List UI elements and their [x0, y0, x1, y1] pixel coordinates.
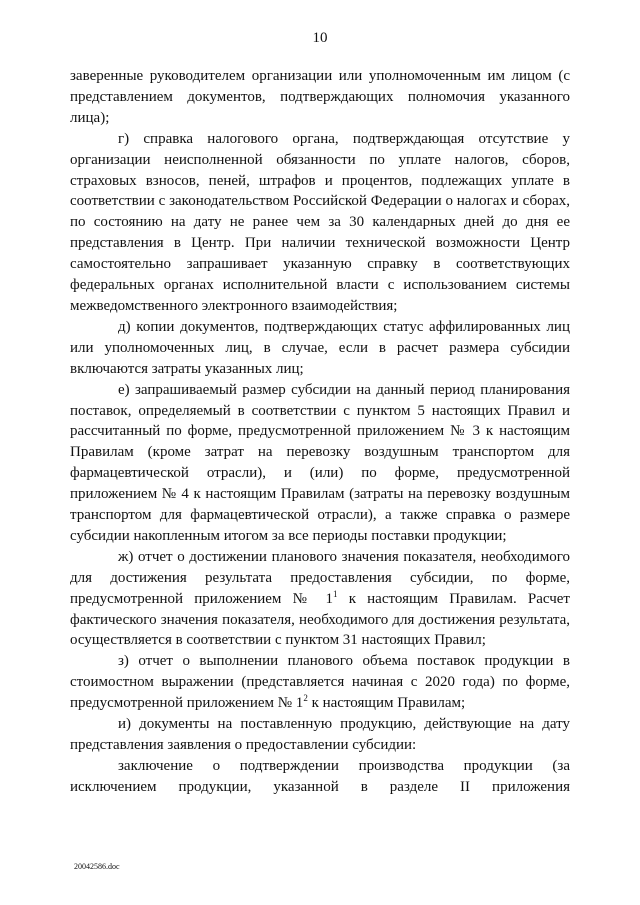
paragraph-e: е) запрашиваемый размер субсидии на данный период планирования поставок, определяемый в соответствии с пунктом 5 настоящих Правил и рассчитанный по форме, предусмотренной приложением № 3 к настоящим Правилам (кроме затрат на перевозку воздушным транспортом для фармацевтической отрасли), и (или) по форме, предусмотренной приложением № 4 к настоящим Правилам (затраты на перевозку воздушным транспортом для фармацевтической отрасли), а также справка о размере субсидии накопленным итогом за все периоды поставки продукции;: [70, 381, 570, 544]
paragraph-zh: [70, 547, 570, 652]
paragraph-zh-superscript: 1: [333, 588, 338, 599]
paragraph-z-superscript: 2: [303, 693, 308, 704]
page-number: 10: [312, 30, 328, 46]
paragraph-conclusion: заключение о подтверждении производства продукции (за исключением продукции, указанной в разделе II приложения: [70, 757, 570, 795]
paragraph-z-after: к настоящим Правилам;: [307, 695, 466, 712]
document-code: 20042586.doc: [74, 862, 120, 871]
paragraph-i: и) документы на поставленную продукцию, действующие на дату представления заявления о предоставлении субсидии:: [70, 716, 570, 753]
paragraph-z: [70, 651, 570, 714]
paragraph-continuation: заверенные руководителем организации или уполномоченным им лицом (с представлением документов, подтверждающих полномочия указанного лица);: [70, 68, 570, 126]
paragraph-g: г) справка налогового органа, подтверждающая отсутствие у организации неисполненной обязанности по уплате налогов, сборов, страховых взносов, пеней, штрафов и процентов, подлежащих уплате в соответствии с законодательством Российской Федерации о налогах и сборах, по состоянию на дату не ранее чем за 30 календарных дней до дня ее представления в Центр. При наличии технической возможности Центр самостоятельно запрашивает указанную справку в соответствующих федеральных органах исполнительной власти с использованием системы межведомственного электронного взаимодействия;: [70, 130, 570, 314]
paragraph-d: д) копии документов, подтверждающих статус аффилированных лиц или уполномоченных лиц, в случае, если в расчет размера субсидии включаются затраты указанных лиц;: [70, 318, 570, 377]
paragraph-zh-after: к настоящим Правилам. Расчет фактического значения показателя, необходимого для достижения результата, осуществляется в соответствии с пунктом 31 настоящих Правил;: [70, 590, 570, 649]
paragraph-z-before: з) отчет о выполнении планового объема поставок продукции в стоимостном выражении (представляется начиная с 2020 года) по форме, предусмотренной приложением № 1: [70, 653, 570, 712]
document-body: [70, 66, 570, 798]
paragraph-zh-before: ж) отчет о достижении планового значения показателя, необходимого для достижения результата предоставления субсидии, по форме, предусмотренной приложением № 1: [70, 548, 570, 607]
